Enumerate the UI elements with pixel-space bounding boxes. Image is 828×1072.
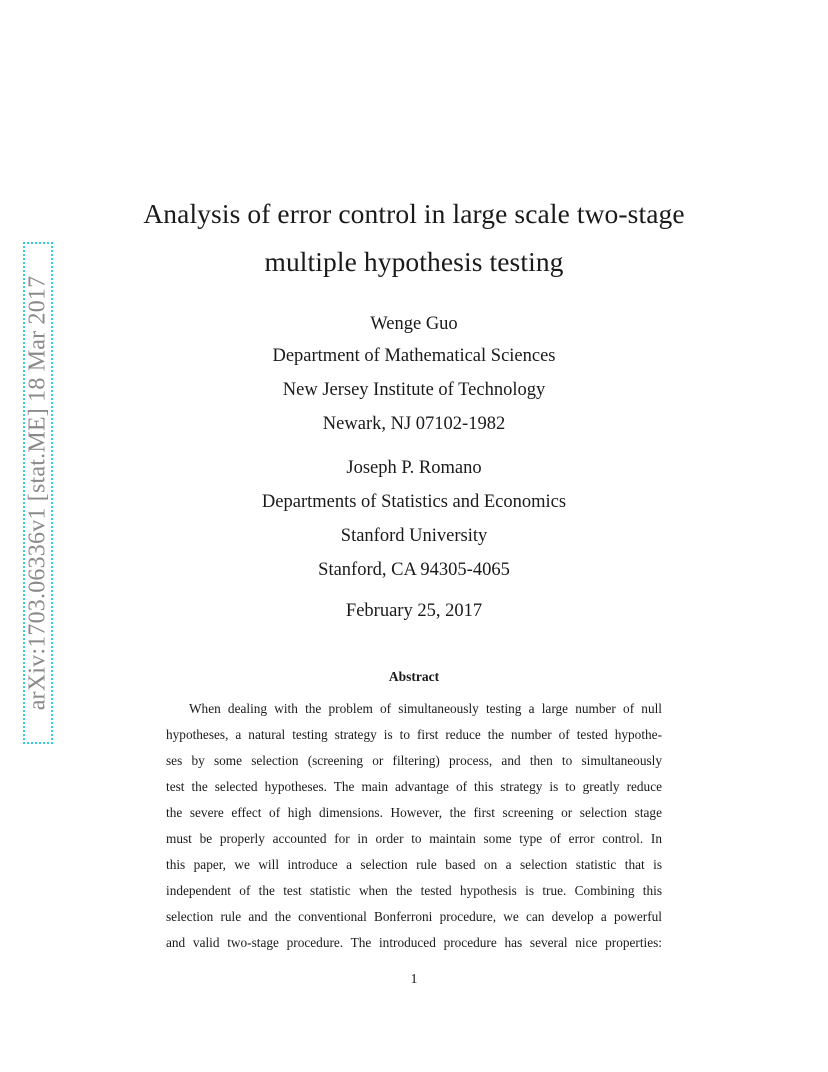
author-institution-2: Stanford University <box>340 526 488 546</box>
paper-date: February 25, 2017 <box>345 601 483 621</box>
author-location-2: Stanford, CA 94305-4065 <box>318 560 510 580</box>
author-location-1: Newark, NJ 07102-1982 <box>322 414 506 434</box>
author-department-1: Department of Mathematical Sciences <box>272 346 556 366</box>
author-name-2: Joseph P. Romano <box>346 458 482 478</box>
author-institution-1: New Jersey Institute of Technology <box>282 380 546 400</box>
page-number: 1 <box>410 972 418 987</box>
abstract-line: and valid two-stage procedure. The introduced procedure has several nice properties: <box>166 935 662 950</box>
abstract-line: test the selected hypotheses. The main advantage of this strategy is to greatly reduce <box>166 779 662 794</box>
arxiv-identifier: arXiv:1703.06336v1 [stat.ME] 18 Mar 2017 <box>24 275 51 711</box>
paper-title-line-2: multiple hypothesis testing <box>264 246 564 277</box>
abstract-line: this paper, we will introduce a selection rule based on a selection statistic that is <box>166 857 662 872</box>
abstract-line: independent of the test statistic when the tested hypothesis is true. Combining this <box>166 883 662 898</box>
paper-title-line-1: Analysis of error control in large scale two-stage <box>143 198 685 229</box>
abstract-line: must be properly accounted for in order to maintain some type of error control. In <box>166 831 662 846</box>
abstract-line: selection rule and the conventional Bonferroni procedure, we can develop a powerful <box>166 909 662 924</box>
author-department-2: Departments of Statistics and Economics <box>261 492 567 512</box>
abstract-line: ses by some selection (screening or filtering) process, and then to simultaneously <box>166 753 662 768</box>
abstract-line: hypotheses, a natural testing strategy is to first reduce the number of tested hypothe- <box>166 727 662 742</box>
abstract-heading: Abstract <box>388 669 440 684</box>
author-name-1: Wenge Guo <box>370 314 458 334</box>
abstract-line: the severe effect of high dimensions. However, the first screening or selection stage <box>166 805 662 820</box>
abstract-line: When dealing with the problem of simultaneously testing a large number of null <box>189 701 662 716</box>
